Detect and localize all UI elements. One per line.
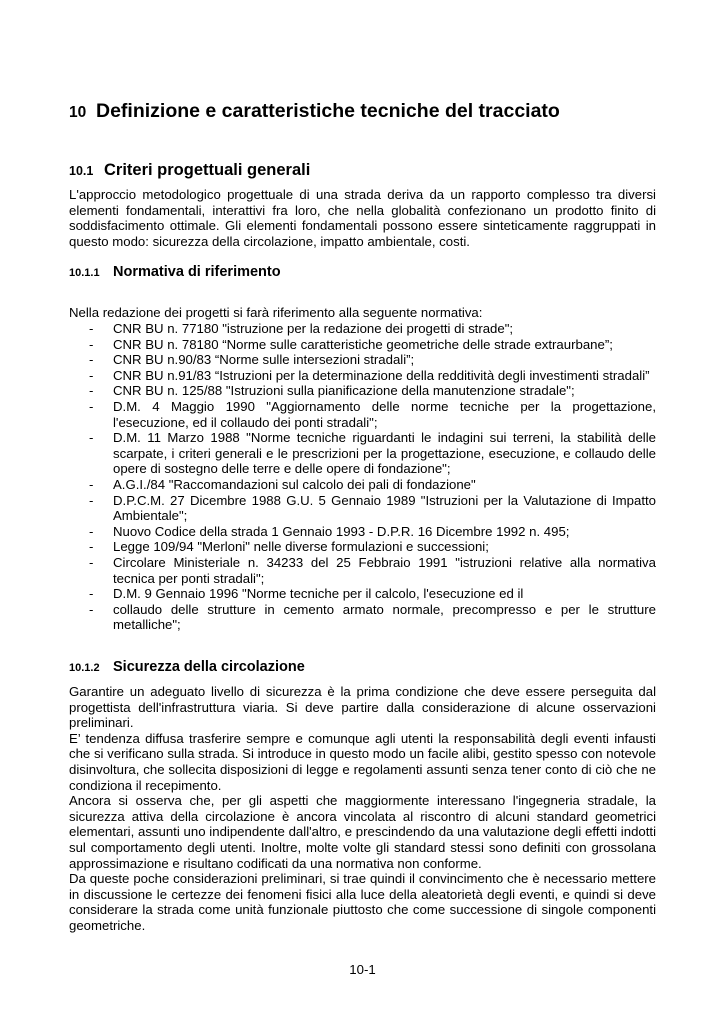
list-item: - D.M. 11 Marzo 1988 "Norme tecniche riguardanti le indagini sui terreni, la stabilità delle scarpate, i criteri generali e le prescrizioni per la progettazione, esecuzione, e collaudo delle opere di sostegno delle terre e delle opere di fondazione"; [89,430,656,477]
list-item: - D.M. 9 Gennaio 1996 "Norme tecniche per il calcolo, l'esecuzione ed il [89,586,524,602]
list-item: - D.P.C.M. 27 Dicembre 1988 G.U. 5 Gennaio 1989 "Istruzioni per la Valutazione di Impatto Ambientale"; [89,492,656,524]
subsection-title: Sicurezza della circolazione [113,659,305,675]
list-item: - CNR BU n. 125/88 "Istruzioni sulla pianificazione della manutenzione stradale"; [89,383,575,399]
list-item: - CNR BU n. 77180 "istruzione per la redazione dei progetti di strade"; [89,321,514,336]
chapter-title: Definizione e caratteristiche tecniche del tracciato [96,100,560,122]
chapter-number: 10 [69,104,87,121]
list-item: - Nuovo Codice della strada 1 Gennaio 1993 - D.P.R. 16 Dicembre 1992 n. 495; [89,523,570,539]
normativa-intro [69,305,656,321]
list-item: - CNR BU n. 78180 “Norme sulle caratteristiche geometriche delle strade extraurbane”; [89,336,613,352]
chapter-heading [69,100,560,123]
intro-paragraph-text: L'approccio metodologico progettuale di una strada deriva da un rapporto complesso tra diversi elementi fondamentali, interattivi fra loro, che nella globalità confezionano un prodotto finito di soddisfacimento ottimale. Gli elementi fondamentali possono essere sinteticamente raggruppati in questo modo: sicurezza della circolazione, impatto ambientale, costi. [69,187,656,249]
paragraph: E’ tendenza diffusa trasferire sempre e comunque agli utenti la responsabilità degli eventi infausti che si verificano sulla strada. Si introduce in questo modo un facile alibi, gestito spesso con notevole disinvoltura, che sollecita disposizioni di legge e regolamenti assunti senza tener conto di ciò che ne condiziona il recepimento. [69,730,656,793]
normativa-list [69,321,656,633]
paragraph: Da queste poche considerazioni preliminari, si trae quindi il convincimento che è necessario mettere in discussione le certezze dei fenomeni fisici alla luce della aleatorietà degli eventi, e quindi si deve considerare la strada come unità funzionale piuttosto che come successione di singole componenti geometriche. [69,871,656,933]
list-item: - A.G.I./84 "Raccomandazioni sul calcolo dei pali di fondazione" [89,476,476,492]
page-number: 10-1 [349,962,376,977]
list-item: - Circolare Ministeriale n. 34233 del 25 Febbraio 1991 "istruzioni relative alla normativa tecnica per ponti stradali"; [89,554,656,586]
list-item: - Legge 109/94 "Merloni" nelle diverse formulazioni e successioni; [89,539,489,555]
intro-paragraph [69,187,656,249]
section-heading [69,161,310,180]
paragraph: Ancora si osserva che, per gli aspetti che maggiormente interessano l'ingegneria stradale, la sicurezza attiva della circolazione è ancora vincolata al riscontro di alcuni standard geometrici elementari, assunti uno indipendente dall'altro, e prescindendo da una valutazione degli effetti indotti sul comportamento degli utenti. Inoltre, molte volte gli standard stessi sono definiti con grossolana approssimazione e risultano codificati da una normativa non conforme. [69,793,656,871]
list-item: - D.M. 4 Maggio 1990 "Aggiornamento delle norme tecniche per la progettazione, l'esecuzione, ed il collaudo dei ponti stradali"; [89,398,656,430]
list-item: - collaudo delle strutture in cemento armato normale, precompresso e per le strutture metalliche"; [89,601,656,633]
subsection-number: 10.1.2 [69,662,100,674]
list-item: - CNR BU n.91/83 “Istruzioni per la determinazione della redditività degli investimenti stradali” [89,367,650,383]
subsection-title: Normativa di riferimento [113,264,281,280]
subsection-heading-normativa [69,263,281,281]
list-item: - CNR BU n.90/83 “Norme sulle intersezioni stradali”; [89,352,415,368]
paragraph: Garantire un adeguato livello di sicurezza è la prima condizione che deve essere perseguita dal progettista dell'infrastruttura viaria. Si deve partire dalla considerazione di alcune osservazioni preliminari. [69,684,656,731]
normativa-intro-text: Nella redazione dei progetti si farà riferimento alla seguente normativa: [69,305,483,320]
subsection-number: 10.1.1 [69,267,100,279]
subsection-heading-sicurezza [69,658,305,676]
section-title: Criteri progettuali generali [104,161,311,179]
section-number: 10.1 [69,164,94,178]
sicurezza-body [69,684,656,934]
